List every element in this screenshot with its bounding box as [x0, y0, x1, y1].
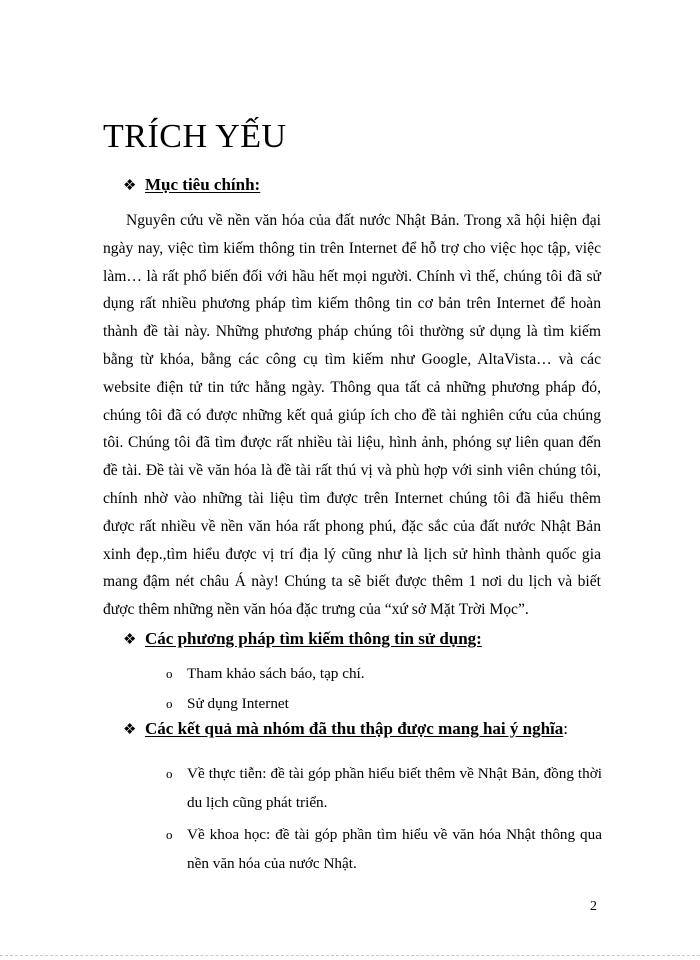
circle-bullet-icon: o	[166, 666, 173, 681]
page-number: 2	[590, 899, 597, 914]
methods-list	[166, 659, 606, 719]
section-heading-text: Mục tiêu chính:	[145, 175, 261, 194]
list-item	[166, 821, 602, 878]
list-item	[166, 760, 602, 817]
section-heading-main-goal	[123, 175, 260, 195]
list-item-text: Tham khảo sách báo, tạp chí.	[187, 665, 365, 682]
section-heading-text: Các phương pháp tìm kiếm thông tin sử dụng:	[145, 629, 482, 648]
section-heading-results	[123, 719, 568, 739]
list-item	[166, 659, 606, 689]
list-item-text: Về khoa học: đề tài góp phần tìm hiểu về văn hóa Nhật thông qua nền văn hóa của nước Nhật.	[187, 826, 602, 872]
list-item-text: Sử dụng Internet	[187, 695, 289, 712]
circle-bullet-icon: o	[166, 696, 173, 711]
diamond-bullet-icon: ❖	[123, 722, 137, 738]
section-heading-methods	[123, 629, 482, 649]
diamond-bullet-icon: ❖	[123, 178, 137, 194]
heading-colon: :	[563, 719, 568, 738]
page-edge-divider	[0, 955, 700, 956]
document-title: TRÍCH YẾU	[103, 118, 287, 155]
circle-bullet-icon: o	[166, 827, 173, 842]
list-item	[166, 689, 606, 719]
main-goal-paragraph: Nguyên cứu về nền văn hóa của đất nước Nhật Bản. Trong xã hội hiện đại ngày nay, việc tìm kiếm thông tin trên Internet để hỗ trợ cho việc học tập, việc làm… là rất phổ biến đối với hầu hết mọi người. Chính vì thế, chúng tôi đã sử dụng rất nhiều phương pháp tìm kiếm thông tin cơ bản trên Internet để hoàn thành đề tài này. Những phương pháp chúng tôi thường sử dụng là tìm kiếm bằng từ khóa, bằng các công cụ tìm kiếm như Google, AltaVista… và các website điện tử tin tức hằng ngày. Thông qua tất cả những phương pháp đó, chúng tôi đã có được những kết quả giúp ích cho đề tài nghiên cứu của chúng tôi. Chúng tôi đã tìm được rất nhiều tài liệu, hình ảnh, phóng sự liên quan đến đề tài. Đề tài về văn hóa là đề tài rất thú vị và phù hợp với sinh viên chúng tôi, chính nhờ vào những tài liệu tìm được trên Internet chúng tôi đã hiểu thêm được rất nhiều về nền văn hóa rất phong phú, đặc sắc của đất nước Nhật Bản xinh đẹp.,tìm hiểu được vị trí địa lý cũng như là lịch sử hình thành quốc gia mang đậm nét châu Á này! Chúng ta sẽ biết được thêm 1 nơi du lịch và biết được thêm những nền văn hóa đặc trưng của “xứ sở Mặt Trời Mọc”.	[103, 212, 601, 619]
circle-bullet-icon: o	[166, 766, 173, 781]
list-item-text: Về thực tiễn: đề tài góp phần hiểu biết thêm về Nhật Bản, đồng thời du lịch cũng phát triển.	[187, 765, 602, 811]
section-heading-text: Các kết quả mà nhóm đã thu thập được mang hai ý nghĩa	[145, 719, 564, 738]
diamond-bullet-icon: ❖	[123, 632, 137, 648]
results-list	[166, 760, 602, 878]
